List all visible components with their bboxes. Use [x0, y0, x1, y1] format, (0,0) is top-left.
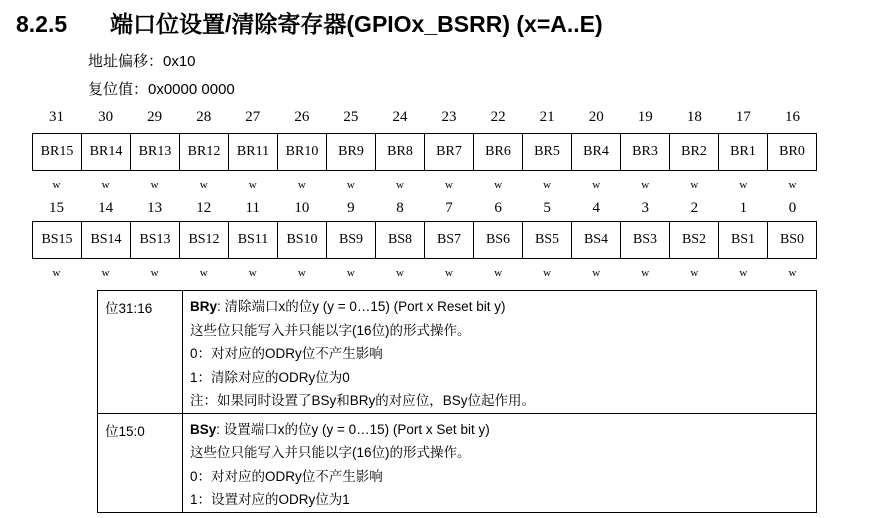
register-field: BR0	[767, 134, 816, 170]
access-type: w	[494, 179, 503, 191]
description-line: 0：对对应的ODRy位不产生影响	[190, 468, 383, 484]
field-heading	[190, 418, 816, 442]
bit-number: 18	[686, 109, 702, 125]
register-field: BS6	[473, 222, 522, 258]
bit-number: 10	[294, 200, 310, 216]
access-type: w	[297, 267, 306, 279]
register-field: BS14	[81, 222, 130, 258]
register-field: BS5	[522, 222, 571, 258]
bit-number: 5	[543, 200, 551, 216]
register-field: BS1	[718, 222, 767, 258]
register-field: BR15	[40, 144, 74, 159]
access-types-high	[32, 177, 817, 193]
register-field: BS4	[571, 222, 620, 258]
access-type: w	[739, 267, 748, 279]
bit-number: 21	[539, 109, 555, 125]
register-field: BR4	[571, 134, 620, 170]
access-type: w	[101, 267, 110, 279]
register-field: BS2	[669, 222, 718, 258]
register-field: BR8	[375, 134, 424, 170]
access-type: w	[494, 267, 503, 279]
description-line: 0：对对应的ODRy位不产生影响	[190, 346, 383, 361]
field-summary: : 设置端口x的位y (y = 0…15) (Port x Set bit y)	[216, 421, 490, 437]
bit-number: 29	[147, 109, 163, 125]
register-field: BR12	[179, 134, 228, 170]
register-field: BR13	[130, 134, 179, 170]
bit-number: 31	[49, 109, 65, 125]
access-types-low	[32, 265, 817, 281]
bit-number: 1	[739, 200, 748, 216]
register-field: BR2	[669, 134, 718, 170]
bit-number: 8	[396, 200, 404, 216]
access-type: w	[690, 267, 699, 279]
access-type: w	[248, 179, 257, 191]
register-field: BS11	[228, 222, 277, 258]
register-field: BR14	[81, 134, 130, 170]
access-type: w	[641, 267, 650, 279]
access-type: w	[445, 267, 453, 279]
bit-description-table	[97, 290, 817, 513]
access-type: w	[641, 179, 650, 191]
register-field: BS12	[179, 222, 228, 258]
bit-number: 28	[196, 109, 212, 125]
bit-range: 位31:16	[98, 291, 183, 414]
access-type: w	[543, 179, 552, 191]
bit-number: 30	[98, 109, 114, 125]
description-line: 1：清除对应的ODRy位为0	[190, 369, 350, 385]
access-type: w	[445, 179, 453, 191]
access-type: w	[592, 179, 601, 191]
access-type: w	[592, 267, 601, 279]
bit-number: 22	[490, 109, 506, 125]
bit-numbers-low	[32, 198, 817, 218]
register-field: BS3	[620, 222, 669, 258]
bit-number: 26	[294, 109, 310, 125]
access-type: w	[788, 179, 797, 191]
access-type: w	[199, 179, 208, 191]
access-type: w	[248, 267, 257, 279]
bit-number: 3	[641, 200, 650, 216]
access-type: w	[52, 267, 61, 279]
register-fields-high	[32, 133, 817, 171]
bit-number: 24	[392, 109, 408, 125]
register-field: BS8	[375, 222, 424, 258]
access-type: w	[395, 179, 404, 191]
access-type: w	[739, 179, 748, 191]
register-field: BS7	[424, 222, 473, 258]
description-line: 这些位只能写入并只能以字(16位)的形式操作。	[190, 322, 471, 338]
access-type: w	[346, 267, 355, 279]
access-type: w	[52, 179, 61, 191]
register-field: BR6	[473, 134, 522, 170]
bit-number: 16	[784, 109, 800, 125]
register-field: BR7	[424, 134, 473, 170]
bit-number: 12	[196, 200, 212, 216]
access-type: w	[150, 179, 159, 191]
register-field: BR3	[620, 134, 669, 170]
section-number: 8.2.5	[16, 11, 68, 37]
address-offset: 地址偏移：0x10	[88, 53, 196, 70]
bit-number: 25	[343, 109, 359, 125]
access-type: w	[297, 179, 306, 191]
bit-number: 17	[735, 109, 751, 125]
reset-value: 复位值：0x0000 0000	[88, 81, 235, 98]
field-heading	[190, 295, 816, 319]
register-field: BS13	[130, 222, 179, 258]
access-type: w	[199, 267, 208, 279]
bit-number: 9	[347, 200, 355, 216]
bit-number: 14	[98, 200, 114, 216]
access-type: w	[788, 267, 797, 279]
field-name: BSy	[190, 421, 217, 437]
field-summary: : 清除端口x的位y (y = 0…15) (Port x Reset bit y)	[217, 299, 506, 314]
register-field: BR9	[326, 134, 375, 170]
description-row-br	[98, 291, 817, 414]
access-type: w	[346, 179, 355, 191]
bit-number: 23	[441, 109, 457, 125]
bit-number: 11	[245, 200, 260, 216]
bit-number: 20	[588, 109, 604, 125]
access-type: w	[395, 267, 404, 279]
register-field: BS10	[277, 222, 326, 258]
register-field: BR10	[277, 134, 326, 170]
register-fields-low	[32, 221, 817, 259]
description-line: 1：设置对应的ODRy位为1	[190, 492, 350, 507]
section-title: 端口位设置/清除寄存器(GPIOx_BSRR) (x=A..E)	[110, 11, 603, 37]
bit-range: 位15:0	[98, 413, 183, 512]
register-field: BR1	[718, 134, 767, 170]
bit-number: 15	[49, 200, 65, 216]
access-type: w	[690, 179, 699, 191]
register-field: BS0	[767, 222, 816, 258]
description-line: 这些位只能写入并只能以字(16位)的形式操作。	[190, 445, 471, 460]
bit-number: 6	[494, 200, 502, 216]
bit-number: 13	[147, 200, 163, 216]
bit-number: 19	[637, 109, 653, 125]
register-field: BS9	[326, 222, 375, 258]
register-field: BR11	[228, 134, 277, 170]
bit-number: 4	[592, 200, 600, 216]
bit-number: 7	[445, 200, 453, 216]
bit-numbers-high	[32, 107, 817, 127]
register-field: BS15	[41, 232, 73, 247]
description-note: 注：如果同时设置了BSy和BRy的对应位，BSy位起作用。	[190, 393, 536, 408]
access-type: w	[150, 267, 159, 279]
bit-number: 0	[788, 200, 797, 216]
description-row-bs	[98, 413, 817, 512]
description-body	[183, 413, 817, 512]
description-body	[183, 291, 817, 414]
register-field: BR5	[522, 134, 571, 170]
bit-number: 2	[690, 200, 699, 216]
field-name: BRy	[190, 299, 218, 314]
bit-number: 27	[245, 109, 261, 125]
access-type: w	[101, 179, 110, 191]
section-heading	[16, 6, 603, 39]
access-type: w	[543, 267, 552, 279]
